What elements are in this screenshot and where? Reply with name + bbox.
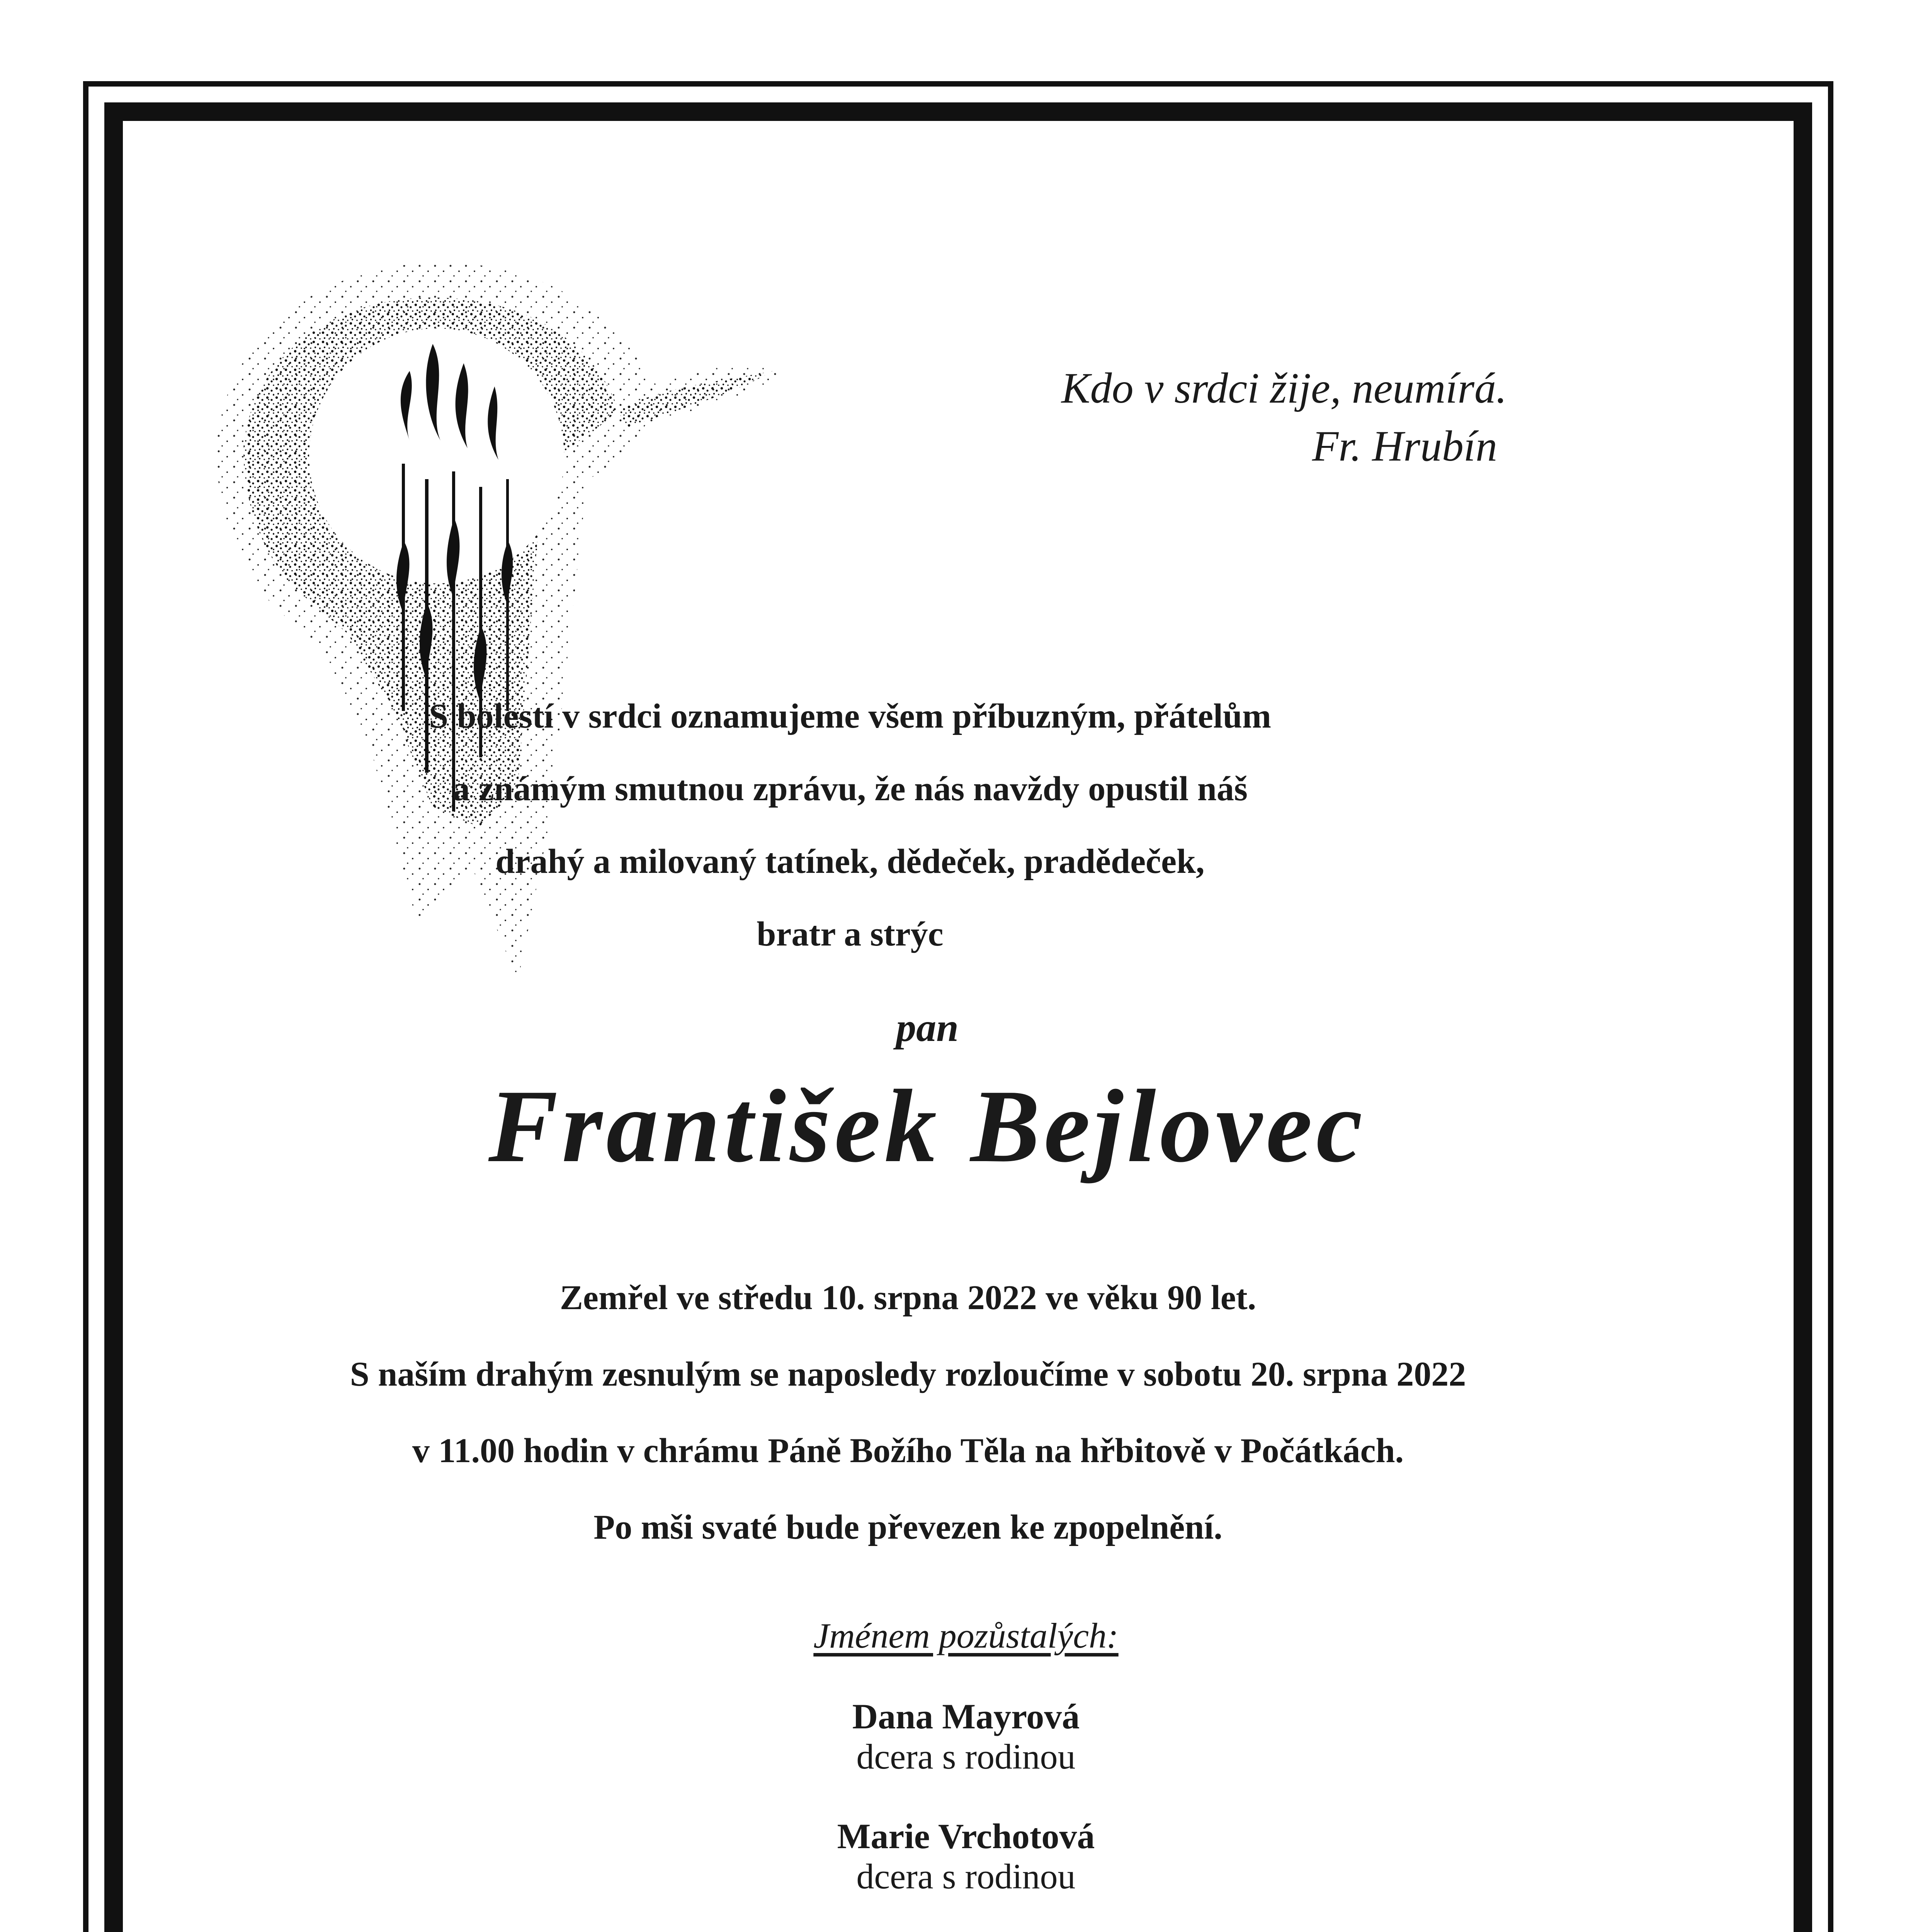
survivor-relation: dcera s rodinou: [856, 1857, 1076, 1896]
motto-author: Fr. Hrubín: [1312, 422, 1497, 470]
deceased-name: František Bejlovec: [488, 1068, 1367, 1184]
details-line: v 11.00 hodin v chrámu Páně Božího Těla na hřbitově v Počátkách.: [412, 1432, 1404, 1470]
details-line: Po mši svaté bude převezen ke zpopelnění.: [593, 1508, 1223, 1546]
survivor-name: Marie Vrchotová: [837, 1816, 1095, 1856]
intro-line: a známým smutnou zprávu, že nás navždy opustil náš: [452, 770, 1248, 808]
survivor-entry: [657, 1816, 1275, 1896]
survivor-name: Dana Mayrová: [852, 1697, 1080, 1736]
survivors-title: Jménem pozůstalých:: [813, 1616, 1119, 1655]
motto: [966, 359, 1507, 475]
intro-line: bratr a strýc: [757, 915, 944, 953]
survivor-entry: [657, 1696, 1275, 1777]
announcement-intro: [425, 680, 1275, 971]
details-line: S naším drahým zesnulým se naposledy rozloučíme v sobotu 20. srpna 2022: [350, 1355, 1466, 1393]
intro-line: S bolestí v srdci oznamujeme všem příbuzným, přátelům: [429, 697, 1271, 735]
funeral-details: [193, 1260, 1623, 1566]
survivor-relation: dcera s rodinou: [856, 1737, 1076, 1776]
salutation: pan: [896, 1005, 959, 1050]
motto-quote: Kdo v srdci žije, neumírá.: [1061, 364, 1507, 412]
intro-line: drahý a milovaný tatínek, dědeček, pradědeček,: [495, 842, 1205, 881]
details-line: Zemřel ve středu 10. srpna 2022 ve věku 90 let.: [559, 1279, 1257, 1317]
